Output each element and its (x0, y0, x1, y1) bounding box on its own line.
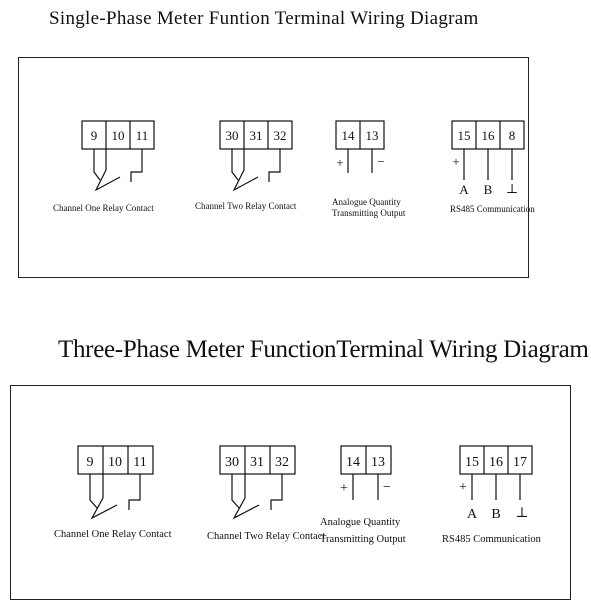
tp-relay2-label: Channel Two Relay Contact (207, 531, 326, 542)
sp-analog-minus-sign: − (377, 154, 385, 169)
tp-relay2-contact-icon (232, 474, 259, 518)
tp-analog-terminal-2: 13 (371, 455, 385, 470)
three-phase-title: Three-Phase Meter FunctionTerminal Wiring Diagram (58, 336, 589, 363)
sp-analog-terminal-1: 14 (341, 128, 355, 143)
sp-rs485-terminal-1: 15 (457, 128, 471, 143)
tp-relay2-common-icon (271, 474, 282, 510)
tp-relay2-terminal-1: 30 (225, 455, 239, 470)
sp-relay2-terminal-2: 31 (249, 128, 263, 143)
tp-rs485-plus-sign: + (459, 480, 467, 495)
sp-relay1-terminal-2: 10 (111, 128, 125, 143)
tp-relay2-terminal-2: 31 (250, 455, 264, 470)
tp-rs485-ground-symbol: ⊥ (515, 506, 529, 521)
tp-analog-terminal-1: 14 (346, 455, 360, 470)
sp-analog-terminal-2: 13 (365, 128, 379, 143)
single-phase-title: Single-Phase Meter Funtion Terminal Wiring Diagram (49, 8, 479, 29)
tp-relay1-terminal-3: 11 (133, 455, 147, 470)
sp-rs485-plus-sign: + (452, 154, 460, 169)
tp-rs485-a-label: A (466, 507, 478, 522)
tp-rs485-terminal-3: 17 (513, 455, 527, 470)
sp-relay1-terminal-1: 9 (90, 128, 98, 143)
tp-rs485-b-label: B (491, 507, 501, 522)
sp-relay2-contact-icon (232, 149, 258, 190)
sp-rs485-ground-symbol: ⊥ (505, 181, 519, 196)
sp-analog-label-line2: Transmitting Output (332, 208, 406, 218)
tp-relay1-common-icon (129, 474, 140, 510)
sp-rs485-label: RS485 Communication (450, 204, 535, 214)
tp-rs485-terminal-2: 16 (489, 455, 503, 470)
sp-relay1-label: Channel One Relay Contact (53, 203, 154, 213)
sp-relay1-terminal-3: 11 (135, 128, 149, 143)
tp-analog-label-line2: Transmitting Output (320, 534, 406, 545)
tp-analog-minus-sign: − (383, 480, 391, 495)
sp-rs485-terminal-2: 16 (481, 128, 495, 143)
tp-relay1-label: Channel One Relay Contact (54, 529, 172, 540)
sp-rs485-a-label: A (459, 182, 469, 197)
sp-analog-plus-sign: + (336, 155, 344, 170)
tp-analog-plus-sign: + (340, 481, 348, 496)
tp-relay1-contact-icon (90, 474, 117, 518)
sp-relay2-terminal-3: 32 (273, 128, 287, 143)
sp-relay2-label: Channel Two Relay Contact (195, 201, 297, 211)
tp-relay2-terminal-3: 32 (275, 455, 289, 470)
sp-rs485-b-label: B (483, 182, 493, 197)
sp-rs485-terminal-3: 8 (508, 128, 516, 143)
sp-relay2-common-icon (269, 149, 280, 182)
tp-relay1-terminal-1: 9 (86, 455, 94, 470)
tp-analog-label-line1: Analogue Quantity (320, 517, 401, 528)
tp-relay1-terminal-2: 10 (108, 455, 122, 470)
sp-relay2-terminal-1: 30 (225, 128, 239, 143)
tp-rs485-label: RS485 Communication (442, 534, 541, 545)
sp-analog-label-line1: Analogue Quantity (332, 197, 401, 207)
sp-relay1-contact-icon (94, 149, 120, 190)
sp-relay1-common-icon (131, 149, 142, 182)
tp-rs485-terminal-1: 15 (465, 455, 479, 470)
